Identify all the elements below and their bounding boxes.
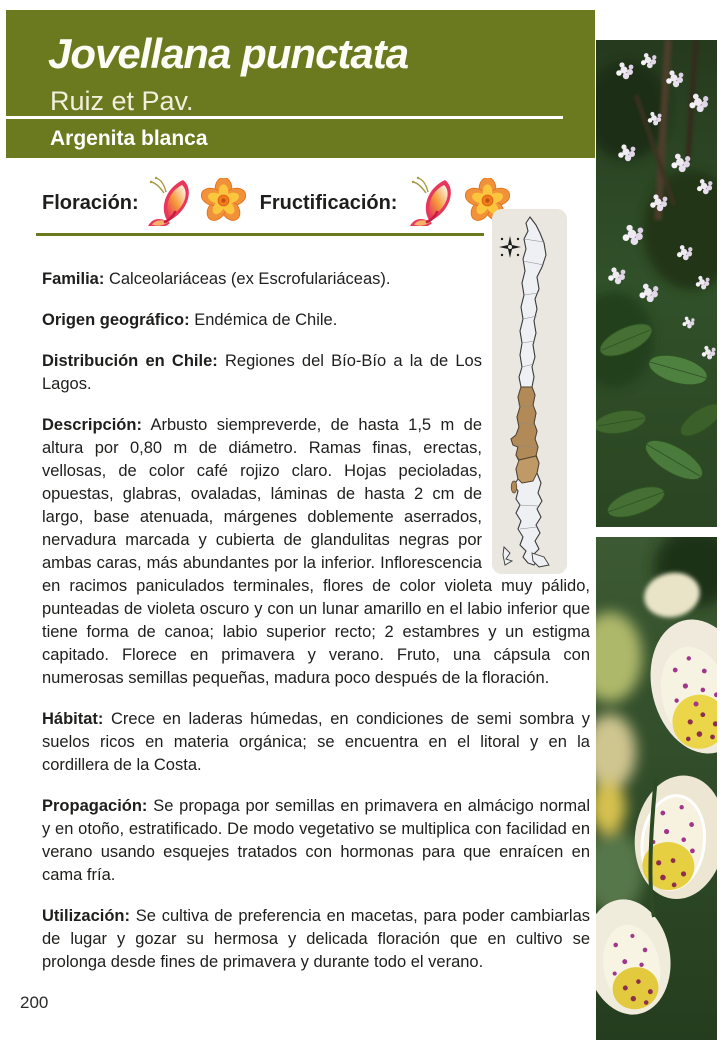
phenology-row: [42, 180, 510, 226]
header-band: [6, 10, 595, 158]
species-author: Ruiz et Pav.: [50, 86, 194, 116]
species-description: [42, 252, 590, 992]
species-title: Jovellana punctata: [48, 30, 409, 77]
header-divider: [6, 116, 563, 119]
flowering-label: Floración:: [42, 191, 139, 214]
section-origen: Origen geográfico: Endémica de Chile.: [42, 311, 338, 329]
butterfly-icon: [145, 176, 197, 231]
photo-habit-shrub: [596, 40, 717, 527]
common-name: Argenita blanca: [50, 127, 208, 150]
butterfly-icon: [407, 176, 459, 231]
section-descripcion: Descripción: Arbusto siempreverde, de hasta 1,5 m de altura por 0,80 m de diámetro. Ramas finas, erectas, vellosas, de color café rojizo claro. Hojas pecioladas, opuestas, glabras, ovaladas, láminas de hasta 2 cm de largo, base atenuada, márgenes doblemente aserrados, nervadura marcada y cubierta de glandulitas negras por ambas caras, más abundantes por la inferior. Inflorescencia en racimos paniculados terminales, flores de color violeta muy pálido, punteadas de violeta oscuro y con un lunar amarillo en el labio inferior que tiene forma de canoa; labio superior recto; 2 estambres y un estigma capitado. Florece en primavera y verano. Fruto, una cápsula con numerosas semillas pequeñas, madura poco después de la floración.: [42, 416, 590, 687]
page-number: 200: [20, 993, 49, 1012]
flower-icon: [201, 178, 246, 228]
section-propagacion: Propagación: Se propaga por semillas en primavera en almácigo normal y en otoño, estratificado. De modo vegetativo se multiplica con facilidad en verano usando esquejes tratados con hormonas para que enraícen en cama fría.: [42, 797, 590, 884]
phenology-divider: [36, 233, 484, 236]
section-familia: Familia: Calceolariáceas (ex Escrofulariáceas).: [42, 270, 391, 288]
fruiting-label: Fructificación:: [259, 191, 398, 214]
section-distribucion: Distribución en Chile: Regiones del Bío-Bío a la de Los Lagos.: [42, 352, 482, 393]
section-habitat: Hábitat: Crece en laderas húmedas, en condiciones de semi sombra y suelos ricos en materia orgánica; se encuentra en el litoral y en la cordillera de la Costa.: [42, 710, 591, 774]
map-text-wrap-spacer: [482, 268, 590, 574]
photo-flower-closeup: [596, 537, 717, 1040]
section-utilizacion: Utilización: Se cultiva de preferencia en macetas, para poder cambiarlas de lugar y gozar su hermosa y delicada floración que en cultivo se prolonga desde fines de primavera y durante todo el verano.: [42, 907, 590, 971]
